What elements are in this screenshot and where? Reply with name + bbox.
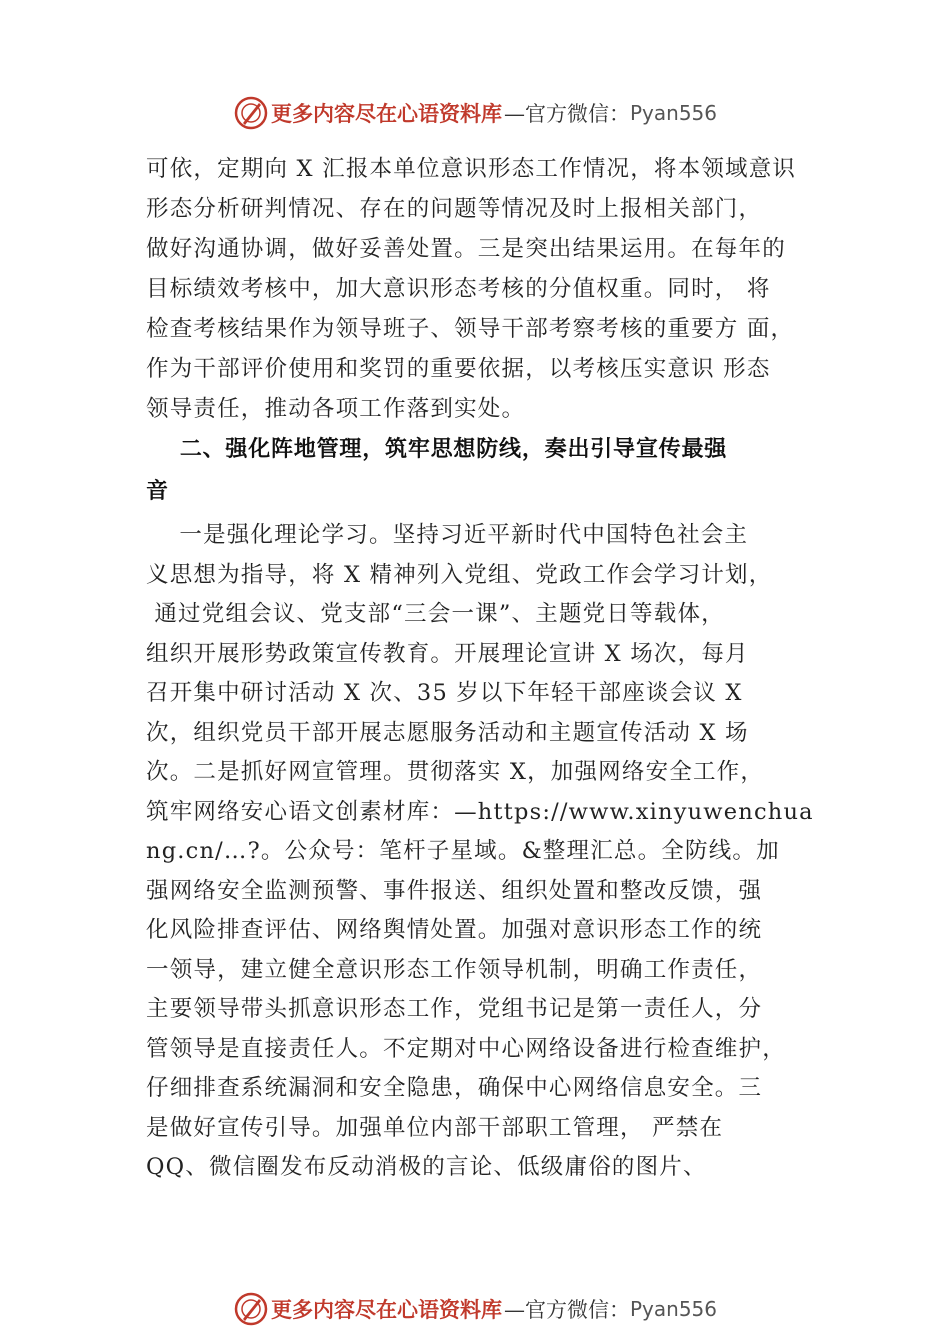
text-line: 主要领导带头抓意识形态工作，党组书记是第一责任人，分 — [146, 996, 763, 1022]
text-line: 次，组织党员干部开展志愿服务活动和主题宣传活动 X 场 — [146, 720, 749, 746]
banner-red-text: 更多内容尽在心语资料库 — [270, 1297, 502, 1322]
text-line: 召开集中研讨活动 X 次、35 岁以下年轻干部座谈会议 X — [146, 680, 743, 706]
text-line: QQ、微信圈发布反动消极的言论、低级庸俗的图片、 — [146, 1154, 707, 1180]
text-line: 形态分析研判情况、存在的问题等情况及时上报相关部门， — [146, 196, 763, 222]
text-line: 化风险排查评估、网络舆情处置。加强对意识形态工作的统 — [146, 917, 763, 943]
text-line: 作为干部评价使用和奖罚的重要依据，以考核压实意识 形态 — [146, 356, 771, 382]
text-line: 义思想为指导，将 X 精神列入党组、党政工作会学习计划， — [146, 562, 773, 588]
text-line: 领导责任，推动各项工作落到实处。 — [146, 396, 526, 422]
text-line: 筑牢网络安心语文创素材库：—https://www.xinyuwenchua — [146, 799, 814, 825]
section-heading-continued: 音 — [146, 479, 169, 504]
text-line: 一领导，建立健全意识形态工作领导机制，明确工作责任， — [146, 957, 763, 983]
text-line: 强网络安全监测预警、事件报送、组织处置和整改反馈，强 — [146, 878, 763, 904]
text-line: 检查考核结果作为领导班子、领导干部考察考核的重要方 面， — [146, 316, 795, 342]
text-line: 做好沟通协调，做好妥善处置。三是突出结果运用。在每年的 — [146, 236, 786, 262]
text-line: 管领导是直接责任人。不定期对中心网络设备进行检查维护， — [146, 1036, 786, 1062]
text-line: ng.cn/…?。公众号：笔杆子星域。&整理汇总。全防线。加 — [146, 838, 780, 864]
section-heading: 二、强化阵地管理，筑牢思想防线，奏出引导宣传最强 — [146, 437, 728, 462]
logo-icon — [233, 1291, 269, 1327]
logo-icon — [233, 95, 269, 131]
text-line: 组织开展形势政策宣传教育。开展理论宣讲 X 场次，每月 — [146, 641, 749, 667]
banner-wechat-id: Pyan556 — [629, 101, 717, 125]
text-line: 一是强化理论学习。坚持习近平新时代中国特色社会主 — [146, 522, 749, 548]
text-line: 可依，定期向 X 汇报本单位意识形态工作情况，将本领域意识 — [146, 156, 797, 182]
text-line: 是做好宣传引导。加强单位内部干部职工管理， 严禁在 — [146, 1115, 724, 1141]
footer-watermark-banner — [0, 1289, 950, 1329]
header-watermark-banner — [0, 93, 950, 133]
text-line: 目标绩效考核中，加大意识形态考核的分值权重。同时， 将 — [146, 276, 771, 302]
text-line: 仔细排查系统漏洞和安全隐患，确保中心网络信息安全。三 — [146, 1075, 763, 1101]
banner-wechat-id: Pyan556 — [629, 1297, 717, 1321]
banner-dash-text: —官方微信： — [503, 102, 630, 126]
banner-dash-text: —官方微信： — [503, 1298, 630, 1322]
banner-red-text: 更多内容尽在心语资料库 — [270, 101, 502, 126]
text-line: 次。二是抓好网宣管理。贯彻落实 X，加强网络安全工作， — [146, 759, 765, 785]
text-line: 通过党组会议、党支部“三会一课”、主题党日等载体， — [146, 601, 725, 627]
